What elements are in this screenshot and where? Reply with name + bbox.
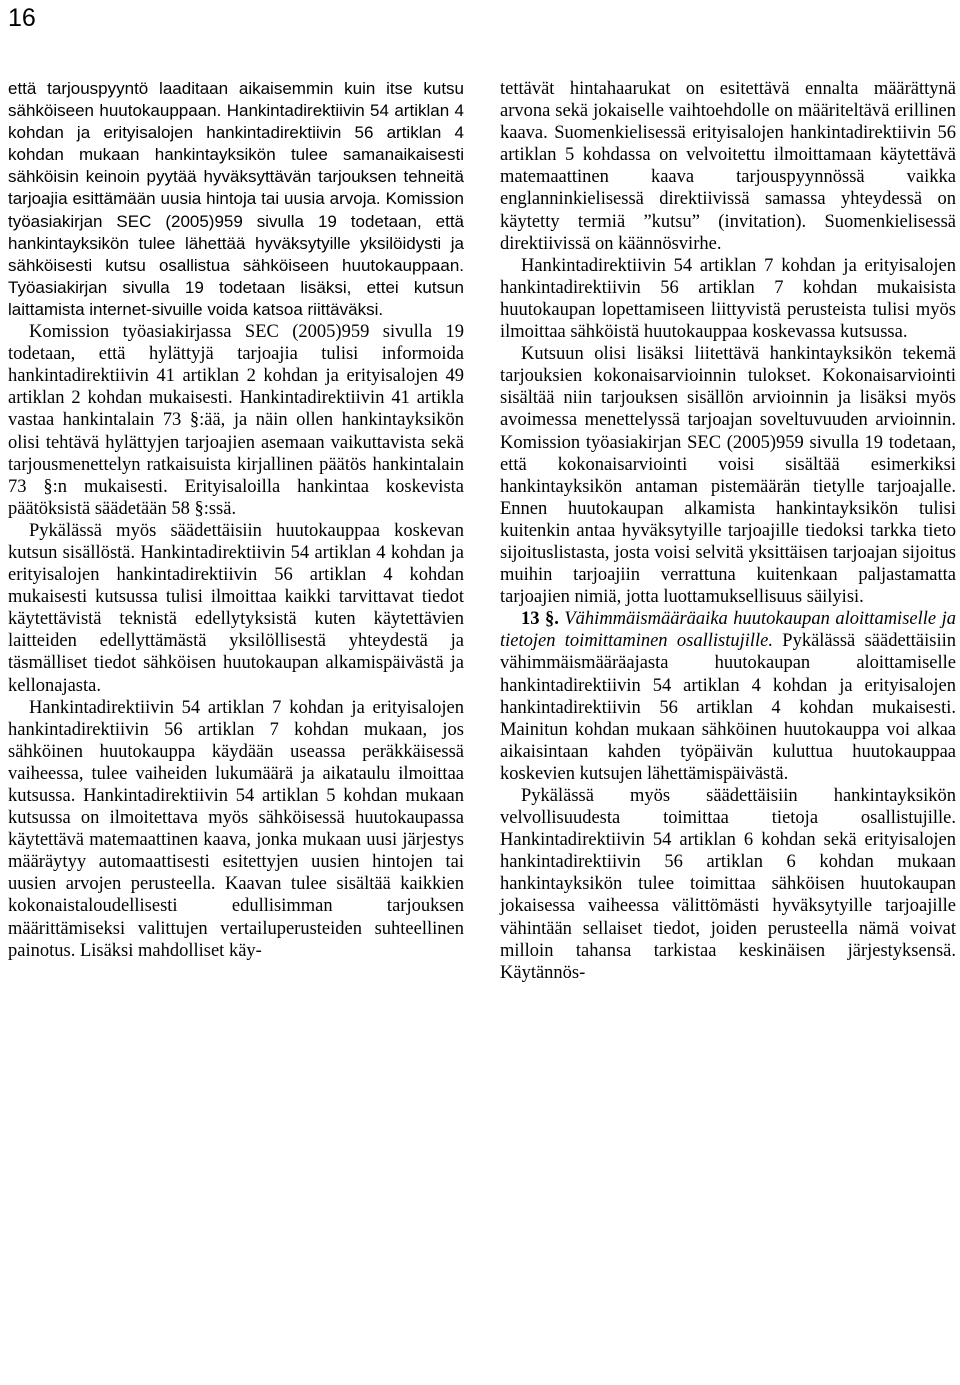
- paragraph: että tarjouspyyntö laaditaan aikaisemmin kuin itse kutsu sähköiseen huutokauppaan. Hankintadirektiivin 54 artiklan 4 kohdan ja erityisalojen hankintadirektiivin 56 artiklan 4 kohdan mukaan hankintayksikön tulee samanaikaisesti sähköisin keinoin pyytää hyväksyttävän tarjouksen tehneitä tarjoajia esittämään uusia hintoja tai uusia arvoja. Komission työasiakirjan SEC (2005)959 sivulla 19 todetaan, että hankintayksikön tulee lähettää hyväksytyille yksilöidysti ja sähköisesti kutsu osallistua sähköiseen huutokauppaan. Työasiakirjan sivulla 19 todetaan lisäksi, ettei kutsun laittamista internet-sivuille voida katsoa riittäväksi.: [8, 79, 464, 319]
- section-body: Pykälässä säädettäisiin vähimmäismääräajasta huutokaupan aloittamiselle hankintadirektiivin 54 artiklan 4 kohdan ja erityisalojen hankintadirektiivin 56 artiklan 4 kohdan mukaisesti. Mainitun kohdan mukaan sähköinen huutokauppa voi alkaa aikaisintaan kahden työpäivän kuluttua huutokauppaa koskevien kutsujen lähettämispäivästä.: [500, 631, 957, 784]
- paragraph: tettävät hintahaarukat on esitettävä ennalta määrättynä arvona sekä jokaiselle vaihtoehdolle on määriteltävä erillinen kaava. Suomenkielisessä erityisalojen hankintadirektiivin 56 artiklan 5 kohdassa on velvoitettu ilmoittamaan käytettävä matemaattinen kaava tarjouspyynnössä vaikka englanninkielisessä direktiivissä samassa yhteydessä on käytetty termiä ”kutsu” (invitation). Suomenkielisessä direktiivissä on käännösvirhe.: [500, 79, 956, 254]
- section-title: Vähimmäismääräaika huutokaupan aloittamiselle ja tietojen toimittaminen osallistujille.: [500, 609, 956, 652]
- paragraph: Pykälässä myös säädettäisiin hankintayksikön velvollisuudesta toimittaa tietoja osallistujille. Hankintadirektiivin 54 artiklan 6 kohdan sekä erityisalojen hankintadirektiivin 56 artiklan 6 kohdan mukaan hankintayksikön tulee toimittaa sähköisen huutokaupan jokaisessa vaiheessa välittömästi hyväksytyille tarjoajille vähintään sellaiset tiedot, joiden perusteella nämä voivat milloin tahansa tarkistaa keskinäisen järjestyksensä. Käytännös-: [500, 786, 956, 983]
- paragraph: Kutsuun olisi lisäksi liitettävä hankintayksikön tekemä tarjouksien kokonaisarvioinnin tulokset. Kokonaisarviointi sisältää niin tarjouksen sisällön arvioinnin ja lisäksi myös avoimessa menettelyssä tarjoajan soveltuvuuden arvioinnin. Komission työasiakirjan SEC (2005)959 sivulla 19 todetaan, että kokonaisarviointi voisi sisältää esimerkiksi hankintayksikön antaman pistemäärän tietylle tarjoajalle. Ennen huutokaupan alkamista hankintayksikön tulisi kuitenkin antaa hyväksytyille tarjoajille tiedoksi tarkka tieto sijoituslistasta, josta voisi selvitä yksittäisen tarjoajan sijoitus muihin tarjoajiin verrattuna kuitenkaan paljastamatta tarjoajien nimiä, jotta luottamuksellisuus säilyisi.: [500, 344, 956, 608]
- paragraph: Hankintadirektiivin 54 artiklan 7 kohdan ja erityisalojen hankintadirektiivin 56 artiklan 7 kohdan mukaisista huutokaupan lopettamiseen liittyvistä perusteista tulisi myös ilmoittaa sähköistä huutokauppaa koskevassa kutsussa.: [500, 255, 956, 343]
- section-paragraph: [500, 608, 956, 785]
- section-number: 13 §.: [521, 609, 559, 630]
- page-number: 16: [8, 4, 36, 32]
- right-text-column: [500, 78, 956, 984]
- left-text-column: [8, 78, 464, 962]
- paragraph: Pykälässä myös säädettäisiin huutokauppaa koskevan kutsun sisällöstä. Hankintadirektiivin 54 artiklan 4 kohdan ja erityisalojen hankintadirektiivin 56 artiklan 4 kohdan mukaisesti kutsussa tulisi ilmoittaa kaikki tarvittavat tiedot käytettävistä teknistä edellytyksistä kuten käytettävien laitteiden edellyttämästä yksilöllisestä yhteydestä ja täsmälliset tiedot sähköisen huutokaupan alkamispäivästä ja kellonajasta.: [8, 520, 464, 696]
- paragraph: Komission työasiakirjassa SEC (2005)959 sivulla 19 todetaan, että hylättyjä tarjoajia tulisi informoida hankintadirektiivin 41 artiklan 2 kohdan ja erityisalojen 49 artiklan 2 kohdan mukaisesti. Hankintadirektiivin 41 artikla vastaa hankintalain 73 §:ää, ja näin ollen hankintayksikön olisi tehtävä hylättyjen tarjoajien asemaan vaikuttavista sekä tarjousmenettelyn ratkaisuista kirjallinen päätös hankintalain 73 §:n mukaisesti. Erityisaloilla hankintaa koskevista päätöksistä säädetään 58 §:ssä.: [8, 322, 464, 519]
- paragraph: Hankintadirektiivin 54 artiklan 7 kohdan ja erityisalojen hankintadirektiivin 56 artiklan 7 kohdan mukaan, jos sähköinen huutokauppa käydään useassa peräkkäisessä vaiheessa, tulee vaiheiden lukumäärä ja aikataulu ilmoittaa kutsussa. Hankintadirektiivin 54 artiklan 5 kohdan mukaan kutsussa on ilmoitettava myös sähköisessä huutokaupassa käytettävä matemaattinen kaava, jonka mukaan uusi järjestys määräytyy automaattisesti esitettyjen uusien hintojen tai uusien arvojen perusteella. Kaavan tulee sisältää kaikkien kokonaistaloudellisesti edullisimman tarjouksen määrittämiseksi valittujen vertailuperusteiden suhteellinen painotus. Lisäksi mahdolliset käy-: [8, 697, 464, 961]
